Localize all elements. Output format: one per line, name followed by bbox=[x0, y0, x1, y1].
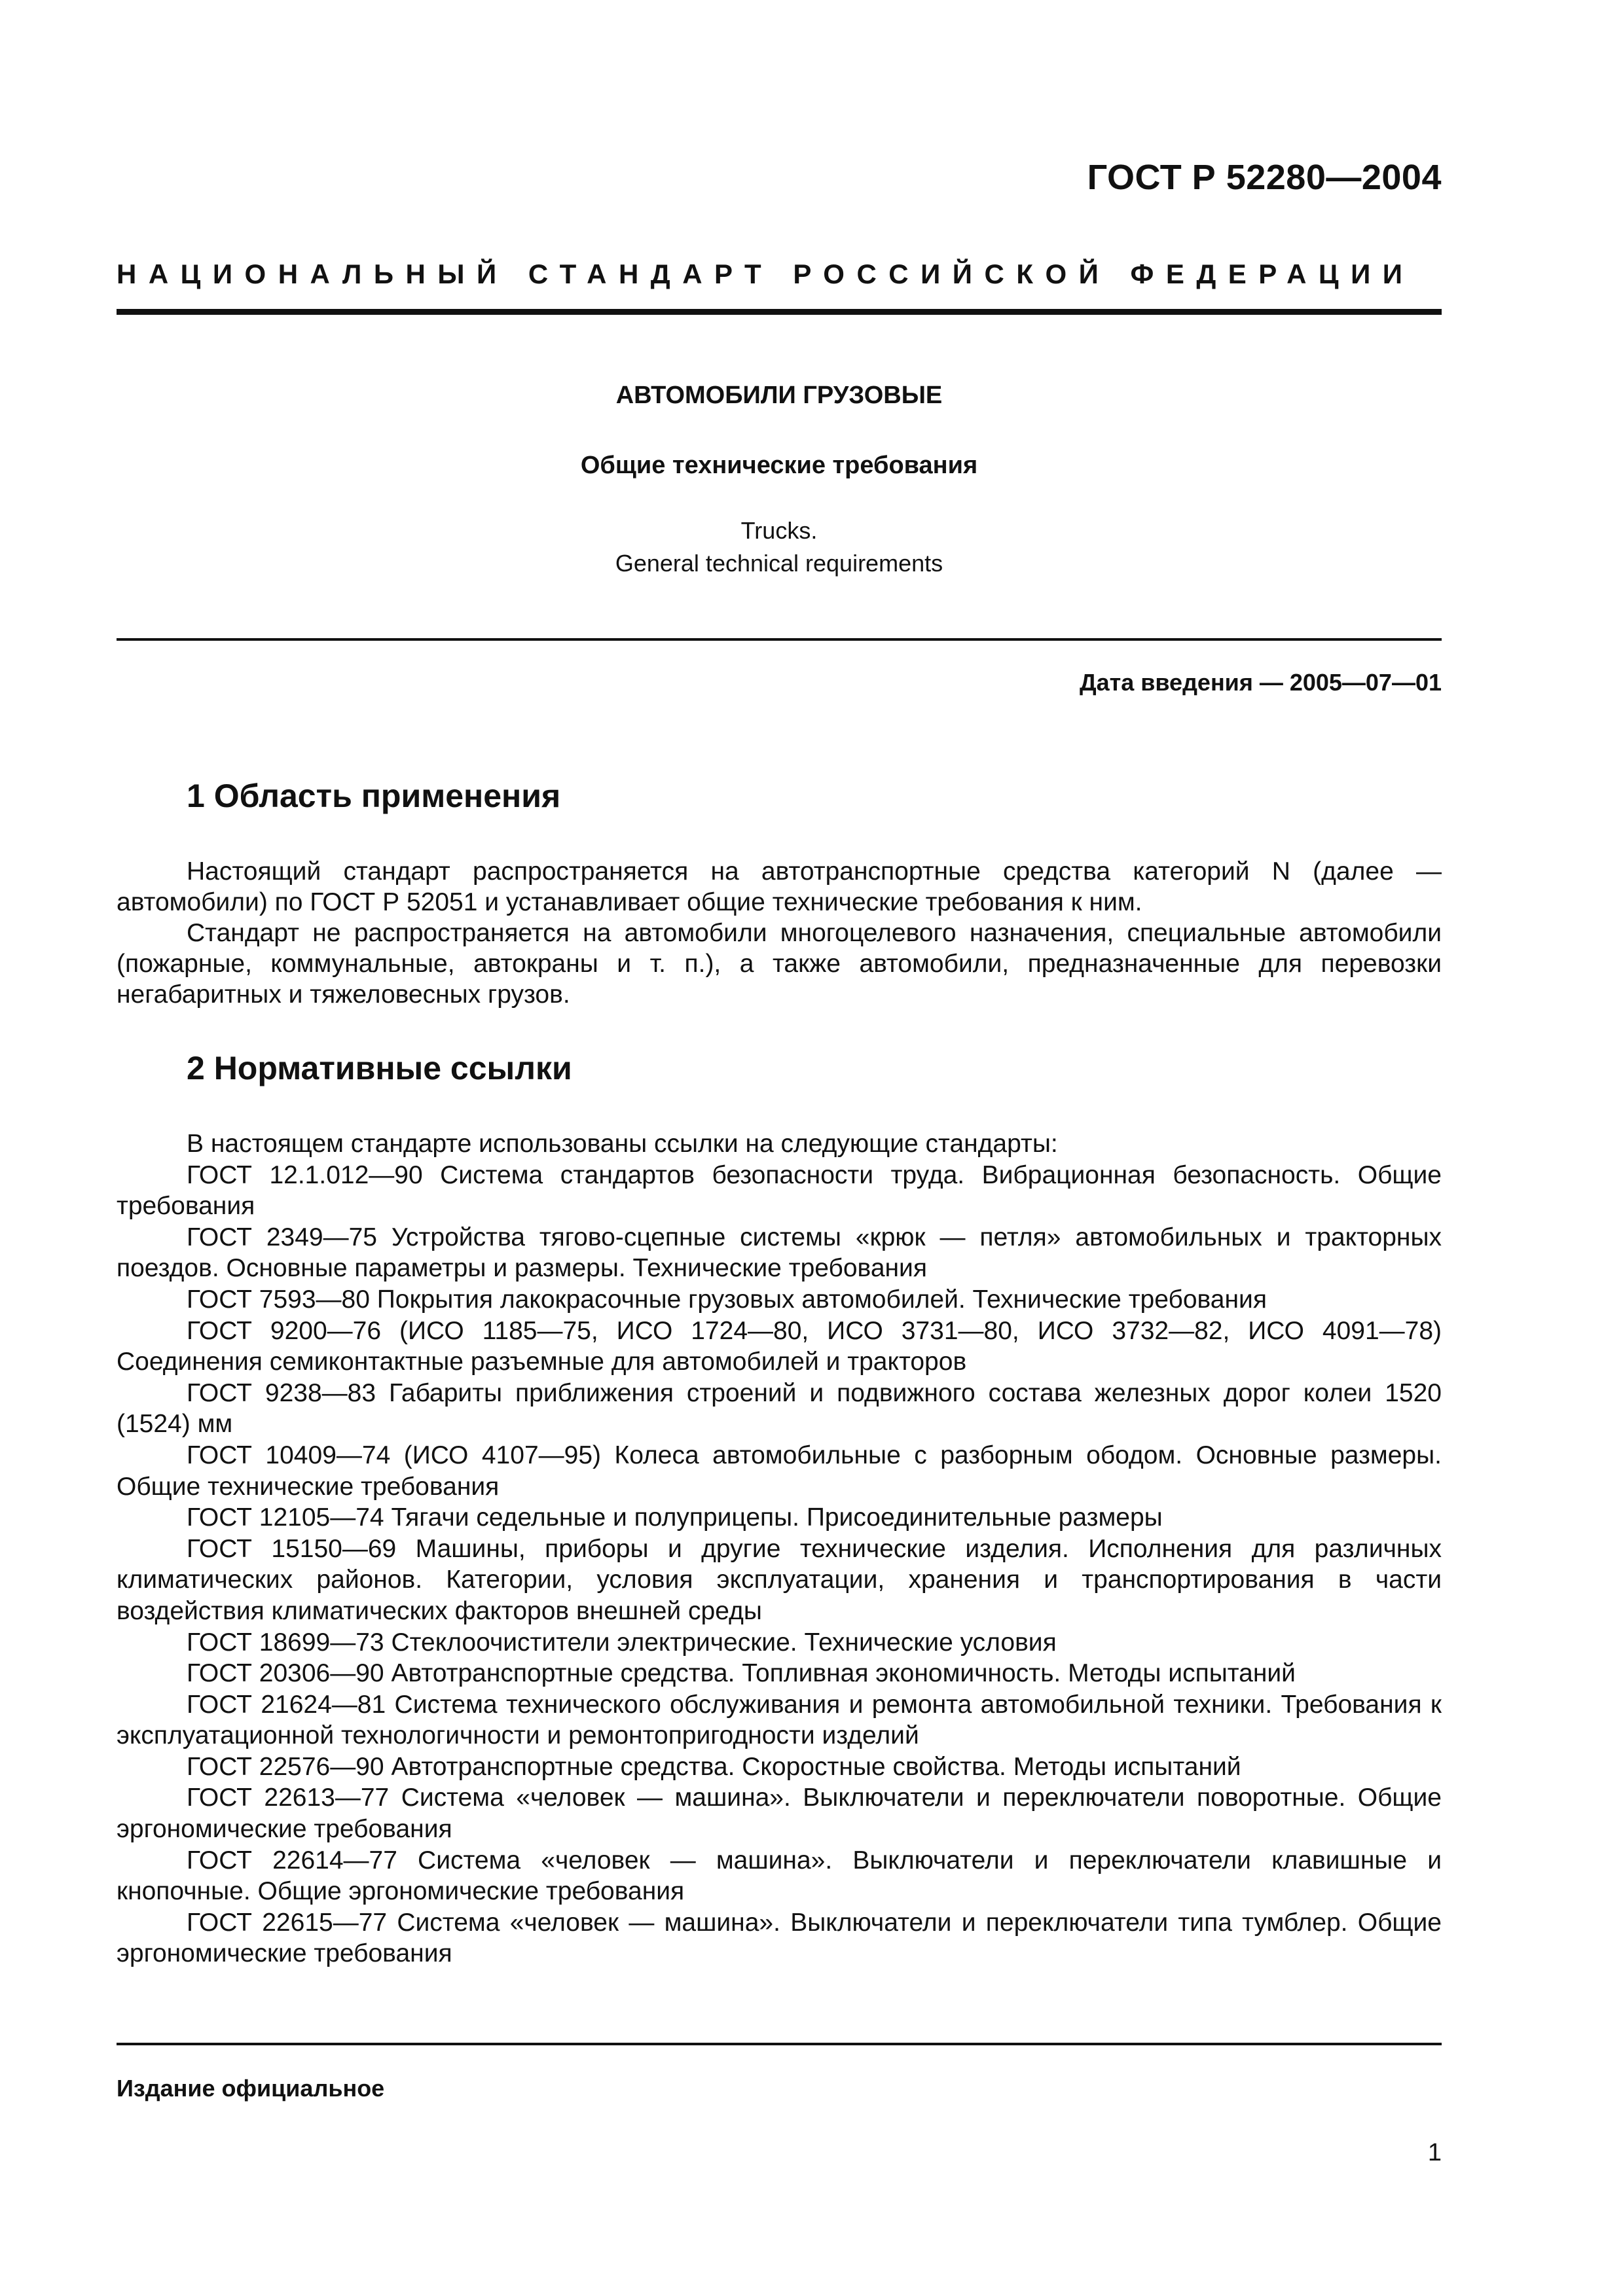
reference-item: ГОСТ 7593—80 Покрытия лакокрасочные грузовых автомобилей. Технические требования bbox=[187, 1285, 1267, 1314]
reference-item: ГОСТ 2349—75 Устройства тягово-сцепные системы «крюк — петля» автомобильных и тракторных поездов. Основные параметры и размеры. Технические требования bbox=[117, 1223, 1442, 1283]
reference-item: ГОСТ 10409—74 (ИСО 4107—95) Колеса автомобильные с разборным ободом. Основные размеры. Общие технические требования bbox=[117, 1441, 1442, 1501]
references-list bbox=[117, 1128, 1442, 1969]
official-edition-label: Издание официальное bbox=[117, 2075, 385, 2102]
document-number: ГОСТ Р 52280—2004 bbox=[1087, 158, 1442, 197]
reference-item: ГОСТ 9200—76 (ИСО 1185—75, ИСО 1724—80, ИСО 3731—80, ИСО 3732—82, ИСО 4091—78) Соединения семиконтактные разъемные для автомобилей и тракторов bbox=[117, 1316, 1442, 1376]
page-number: 1 bbox=[1427, 2139, 1442, 2166]
reference-item: ГОСТ 22614—77 Система «человек — машина». Выключатели и переключатели клавишные и кнопочные. Общие эргономические требования bbox=[117, 1846, 1442, 1906]
reference-item: ГОСТ 9238—83 Габариты приближения строений и подвижного состава железных дорог колеи 1520 (1524) мм bbox=[117, 1378, 1442, 1439]
section-1-paragraph-2: Стандарт не распространяется на автомобили многоцелевого назначения, специальные автомобили (пожарные, коммунальные, автокраны и т. п.), а также автомобили, предназначенные для перевозки негабаритных и тяжеловесных грузов. bbox=[117, 919, 1442, 1009]
header-rule bbox=[117, 309, 1442, 315]
title-rule bbox=[117, 638, 1442, 641]
introduction-date: Дата введения — 2005—07—01 bbox=[1079, 669, 1442, 696]
reference-item: ГОСТ 22615—77 Система «человек — машина». Выключатели и переключатели типа тумблер. Общие эргономические требования bbox=[117, 1908, 1442, 1968]
references-intro: В настоящем стандарте использованы ссылки на следующие стандарты: bbox=[187, 1130, 1058, 1158]
reference-item: ГОСТ 15150—69 Машины, приборы и другие технические изделия. Исполнения для различных климатических районов. Категории, условия эксплуатации, хранения и транспортирования в части воздействия климатических факторов внешней среды bbox=[117, 1534, 1442, 1625]
reference-item: ГОСТ 20306—90 Автотранспортные средства. Топливная экономичность. Методы испытаний bbox=[187, 1659, 1296, 1688]
section-1-paragraph-1: Настоящий стандарт распространяется на автотранспортные средства категорий N (далее — автомобили) по ГОСТ Р 52051 и устанавливает общие технические требования к ним. bbox=[117, 857, 1442, 916]
section-1-body bbox=[117, 856, 1442, 1010]
footer-rule bbox=[117, 2043, 1442, 2045]
reference-item: ГОСТ 21624—81 Система технического обслуживания и ремонта автомобильной техники. Требования к эксплуатационной технологичности и ремонтопригодности изделий bbox=[117, 1690, 1442, 1750]
reference-item: ГОСТ 18699—73 Стеклоочистители электрические. Технические условия bbox=[187, 1628, 1057, 1657]
english-title-line-1: Trucks. bbox=[740, 517, 818, 544]
reference-item: ГОСТ 22613—77 Система «человек — машина». Выключатели и переключатели поворотные. Общие эргономические требования bbox=[117, 1784, 1442, 1844]
document-subtitle: Общие технические требования bbox=[580, 452, 978, 479]
standard-header-line: НАЦИОНАЛЬНЫЙ СТАНДАРТ РОССИЙСКОЙ ФЕДЕРАЦИИ bbox=[117, 259, 1415, 289]
section-1-heading: 1 Область применения bbox=[187, 778, 561, 814]
reference-item: ГОСТ 12105—74 Тягачи седельные и полуприцепы. Присоединительные размеры bbox=[187, 1503, 1163, 1532]
english-title-line-2: General technical requirements bbox=[615, 550, 943, 577]
document-title: АВТОМОБИЛИ ГРУЗОВЫЕ bbox=[615, 382, 943, 409]
section-2-heading: 2 Нормативные ссылки bbox=[187, 1050, 572, 1086]
reference-item: ГОСТ 22576—90 Автотранспортные средства. Скоростные свойства. Методы испытаний bbox=[187, 1752, 1241, 1781]
reference-item: ГОСТ 12.1.012—90 Система стандартов безопасности труда. Вибрационная безопасность. Общие требования bbox=[117, 1160, 1442, 1221]
